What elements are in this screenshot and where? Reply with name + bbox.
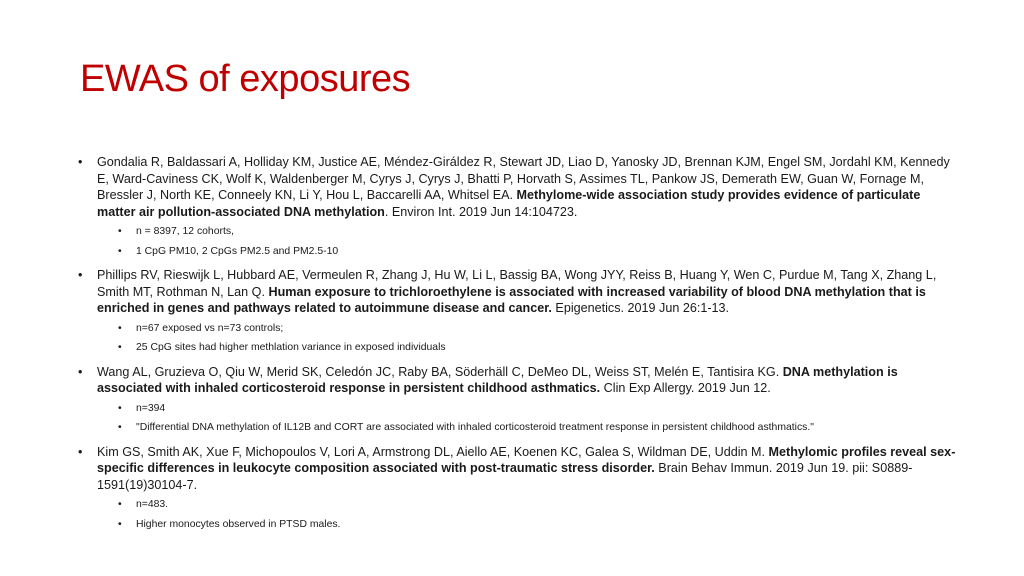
reference-title: Methylomic profiles reveal sex-specific differences in leukocyte composition associated with post-traumatic stress disorder.	[97, 444, 956, 475]
reference-citation: Brain Behav Immun. 2019 Jun 19. pii: S0889-1591(19)30104-7.	[97, 461, 913, 492]
reference-note: • Higher monocytes observed in PTSD males.	[97, 515, 956, 535]
bullet-icon: •	[118, 402, 122, 414]
reference-item	[76, 364, 956, 438]
bullet-icon: •	[118, 342, 122, 353]
reference-item	[76, 444, 956, 535]
bullet-icon: •	[118, 226, 122, 237]
bullet-icon: •	[78, 268, 83, 282]
bullet-icon: •	[118, 518, 122, 530]
reference-authors: Gondalia R, Baldassari A, Holliday KM, Justice AE, Méndez-Giráldez R, Stewart JD, Liao D, Yanosky JD, Brennan KJM, Engel SM, Jordahl KM, Kennedy E, Ward-Caviness CK, Wolf K, Waldenberger M, Cyrys J, Cyrys J, Bhatti P, Horvath S, Assimes TL, Pankow JS, Demerath EW, Guan W, Fornage M, Bressler J, North KE, Conneely KN, Li Y, Hou L, Baccarelli AA, Whitsel EA.	[97, 155, 950, 202]
reference-title: Human exposure to trichloroethylene is associated with increased variability of blood DNA methylation that is enriched in genes and pathways related to autoimmune disease and cancer.	[97, 284, 926, 315]
reference-authors: Wang AL, Gruzieva O, Qiu W, Merid SK, Celedón JC, Raby BA, Söderhäll C, DeMeo DL, Weiss ST, Melén E, Tantisira KG.	[97, 364, 783, 379]
slide-title: EWAS of exposures	[80, 58, 411, 100]
reference-note: • 25 CpG sites had higher methlation variance in exposed individuals	[97, 338, 956, 358]
bullet-icon: •	[78, 364, 83, 379]
bullet-icon: •	[78, 155, 83, 169]
bullet-icon: •	[78, 444, 83, 459]
reference-citation: Epigenetics. 2019 Jun 26:1-13.	[551, 301, 730, 315]
reference-note: • n=67 exposed vs n=73 controls;	[97, 319, 956, 339]
reference-item	[76, 154, 956, 261]
reference-note: • n=394	[97, 399, 956, 419]
reference-list	[76, 154, 956, 540]
reference-title: DNA methylation is associated with inhaled corticosteroid response in persistent childhood asthmatics.	[97, 364, 898, 395]
reference-note: • "Differential DNA methylation of IL12B and CORT are associated with inhaled corticosteroid treatment response in persistent childhood asthmatics."	[97, 418, 956, 438]
reference-item	[76, 267, 956, 358]
bullet-icon: •	[118, 499, 122, 510]
reference-note: • n=483.	[97, 495, 956, 515]
reference-note: • 1 CpG PM10, 2 CpGs PM2.5 and PM2.5-10	[97, 242, 956, 262]
reference-citation: . Environ Int. 2019 Jun 14:104723.	[384, 204, 578, 219]
bullet-icon: •	[118, 322, 122, 334]
reference-note: • n = 8397, 12 cohorts,	[97, 222, 956, 242]
bullet-icon: •	[118, 245, 122, 257]
reference-authors: Kim GS, Smith AK, Xue F, Michopoulos V, Lori A, Armstrong DL, Aiello AE, Koenen KC, Galea S, Wildman DE, Uddin M.	[97, 444, 769, 459]
reference-authors: Phillips RV, Rieswijk L, Hubbard AE, Vermeulen R, Zhang J, Hu W, Li L, Bassig BA, Wong JYY, Reiss B, Huang Y, Wen C, Purdue M, Tang X, Zhang L, Smith MT, Rothman N, Lan Q.	[97, 268, 937, 299]
reference-citation: Clin Exp Allergy. 2019 Jun 12.	[600, 381, 771, 395]
reference-title: Methylome-wide association study provides evidence of particulate matter air pollution-associated DNA methylation	[97, 188, 921, 219]
bullet-icon: •	[118, 422, 122, 433]
